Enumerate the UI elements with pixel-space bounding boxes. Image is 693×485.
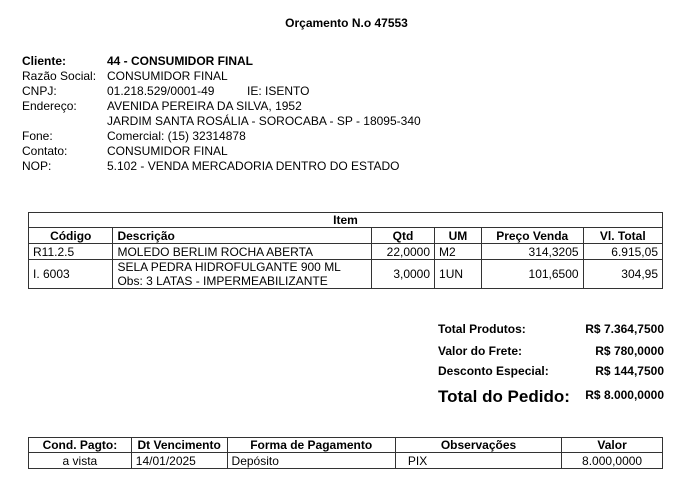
frete-value: R$ 780,0000 — [595, 344, 664, 358]
item-um: 1UN — [435, 260, 482, 289]
pay-forma: Depósito — [227, 453, 395, 469]
frete-label: Valor do Frete: — [438, 344, 523, 358]
total-pedido-label: Total do Pedido: — [438, 387, 570, 406]
col-um: UM — [435, 228, 482, 244]
item-descricao-cell — [113, 260, 371, 289]
fone-value: Comercial: (15) 32314878 — [107, 129, 246, 143]
endereco-label: Endereço: — [22, 99, 77, 113]
nop-label: NOP: — [22, 159, 52, 173]
nop-value: 5.102 - VENDA MERCADORIA DENTRO DO ESTADO — [107, 159, 400, 173]
items-section-title: Item — [29, 213, 663, 228]
razao-label: Razão Social: — [22, 69, 97, 83]
cnpj-label: CNPJ: — [22, 84, 57, 98]
pay-cond: a vista — [29, 453, 132, 469]
razao-value: CONSUMIDOR FINAL — [107, 69, 228, 83]
col-observacoes: Observações — [395, 438, 561, 453]
table-row — [29, 260, 663, 289]
item-total: 304,95 — [583, 260, 662, 289]
item-preco: 314,3205 — [481, 244, 583, 260]
items-header-row — [29, 228, 663, 244]
endereco-line1: AVENIDA PEREIRA DA SILVA, 1952 — [107, 99, 302, 113]
col-cond-pagto: Cond. Pagto: — [29, 438, 132, 453]
item-descricao: SELA PEDRA HIDROFULGANTE 900 ML — [117, 260, 341, 274]
col-descricao: Descrição — [113, 228, 371, 244]
item-codigo: R11.2.5 — [29, 244, 113, 260]
col-dt-vencimento: Dt Vencimento — [131, 438, 227, 453]
item-preco: 101,6500 — [481, 260, 583, 289]
item-qtd: 22,0000 — [371, 244, 434, 260]
col-valor: Valor — [562, 438, 663, 453]
pay-valor: 8.000,0000 — [562, 453, 663, 469]
item-total: 6.915,05 — [583, 244, 662, 260]
ie-label: IE: — [247, 84, 262, 98]
pay-obs: PIX — [395, 453, 561, 469]
desconto-label: Desconto Especial: — [438, 364, 549, 378]
item-um: M2 — [435, 244, 482, 260]
item-descricao: MOLEDO BERLIM ROCHA ABERTA — [113, 244, 371, 260]
item-qtd: 3,0000 — [371, 260, 434, 289]
cliente-value: 44 - CONSUMIDOR FINAL — [107, 54, 254, 68]
payment-header-row — [29, 438, 663, 453]
col-preco: Preço Venda — [481, 228, 583, 244]
items-table — [28, 212, 663, 289]
total-produtos-label: Total Produtos: — [438, 322, 526, 336]
payment-table — [28, 437, 663, 469]
fone-label: Fone: — [22, 129, 53, 143]
desconto-value: R$ 144,7500 — [595, 364, 664, 378]
item-codigo: I. 6003 — [29, 260, 113, 289]
col-qtd: Qtd — [371, 228, 434, 244]
contato-value: CONSUMIDOR FINAL — [107, 144, 228, 158]
ie-field — [247, 84, 309, 99]
endereco-line2: JARDIM SANTA ROSÁLIA - SOROCABA - SP - 18095-340 — [107, 114, 421, 128]
cliente-label: Cliente: — [22, 54, 67, 68]
table-row — [29, 453, 663, 469]
total-produtos-row — [438, 322, 664, 342]
table-row — [29, 244, 663, 260]
page-title: Orçamento N.o 47553 — [285, 16, 408, 30]
totals-block — [438, 322, 664, 406]
col-forma-pagamento: Forma de Pagamento — [227, 438, 395, 453]
pay-venc: 14/01/2025 — [131, 453, 227, 469]
col-codigo: Código — [29, 228, 113, 244]
col-total: Vl. Total — [583, 228, 662, 244]
frete-row — [438, 344, 664, 364]
total-produtos-value: R$ 7.364,7500 — [585, 322, 664, 336]
total-pedido-row — [438, 386, 664, 410]
total-pedido-value: R$ 8.000,0000 — [585, 388, 664, 402]
contato-label: Contato: — [22, 144, 68, 158]
ie-value: ISENTO — [265, 84, 310, 98]
desconto-row — [438, 364, 664, 384]
item-obs: Obs: 3 LATAS - IMPERMEABILIZANTE — [117, 274, 328, 288]
cnpj-value: 01.218.529/0001-49 — [107, 84, 215, 98]
